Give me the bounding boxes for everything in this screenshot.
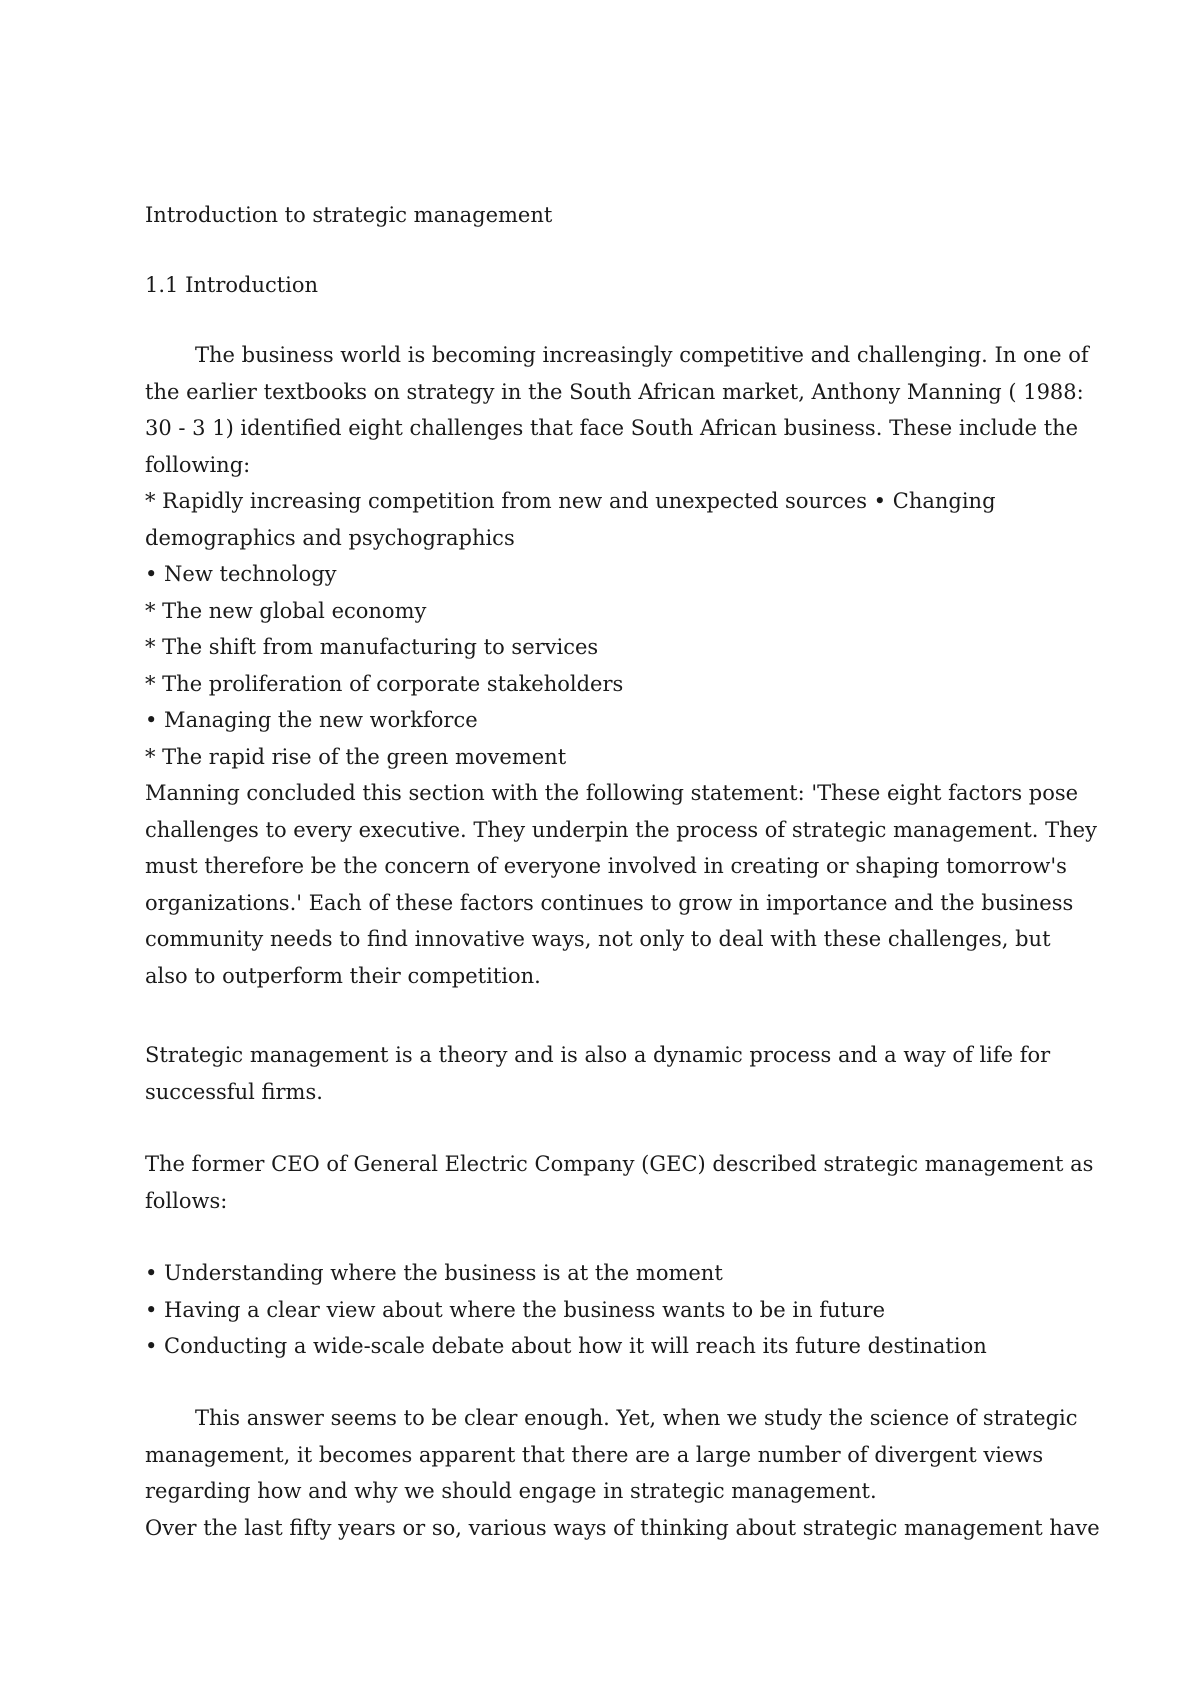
paragraph-line: also to outperform their competition. (145, 963, 541, 988)
list-item: * Rapidly increasing competition from new and unexpected sources • Changing (145, 489, 996, 513)
list-item: • Understanding where the business is at the moment (145, 1261, 723, 1285)
paragraph-definition (145, 1037, 1075, 1110)
list-item: • New technology (145, 562, 337, 586)
paragraph-views (145, 1400, 1100, 1546)
paragraph-line: The business world is becoming increasingly competitive and challenging. In one of (195, 343, 1089, 367)
paragraph-line: Over the last fifty years or so, various ways of thinking about strategic management have (145, 1515, 1100, 1540)
paragraph-line: following: (145, 452, 251, 477)
list-item: * The new global economy (145, 598, 427, 623)
paragraph-line: Strategic management is a theory and is also a dynamic process and a way of life for (145, 1043, 1051, 1067)
list-item: * The proliferation of corporate stakeholders (145, 671, 624, 696)
paragraph-line: must therefore be the concern of everyone involved in creating or shaping tomorrow's (145, 854, 1067, 878)
section-heading: 1.1 Introduction (145, 273, 319, 297)
paragraph-line: the earlier textbooks on strategy in the South African market, Anthony Manning ( 1988: (145, 379, 1084, 404)
section-heading-block (145, 267, 1075, 304)
list-item: • Conducting a wide-scale debate about how it will reach its future destination (145, 1334, 987, 1358)
list-item: • Having a clear view about where the business wants to be in future (145, 1297, 885, 1322)
document-title-block (145, 197, 1075, 234)
list-item: • Managing the new workforce (145, 708, 478, 732)
paragraph-line: community needs to find innovative ways, not only to deal with these challenges, but (145, 927, 1051, 951)
paragraph-line: follows: (145, 1188, 228, 1213)
list-item: demographics and psychographics (145, 525, 515, 550)
list-item: * The shift from manufacturing to services (145, 635, 599, 659)
paragraph-line: This answer seems to be clear enough. Yet, when we study the science of strategic (195, 1406, 1078, 1430)
paragraph-line: successful firms. (145, 1079, 323, 1104)
paragraph-line: regarding how and why we should engage in strategic management. (145, 1479, 877, 1503)
paragraph-line: 30 - 3 1) identified eight challenges that face South African business. These include the (145, 416, 1079, 440)
paragraph-line: management, it becomes apparent that there are a large number of divergent views (145, 1442, 1044, 1467)
list-item: * The rapid rise of the green movement (145, 744, 567, 769)
paragraph-line: The former CEO of General Electric Company (GEC) described strategic management as (145, 1152, 1094, 1176)
document-title: Introduction to strategic management (145, 203, 553, 227)
paragraph-line: Manning concluded this section with the following statement: 'These eight factors pose (145, 781, 1079, 805)
paragraph-line: challenges to every executive. They underpin the process of strategic management. They (145, 817, 1097, 842)
paragraph-intro (145, 337, 1097, 994)
paragraph-line: organizations.' Each of these factors continues to grow in importance and the business (145, 890, 1074, 915)
paragraph-gec (145, 1146, 1094, 1219)
gec-list (145, 1255, 1075, 1365)
